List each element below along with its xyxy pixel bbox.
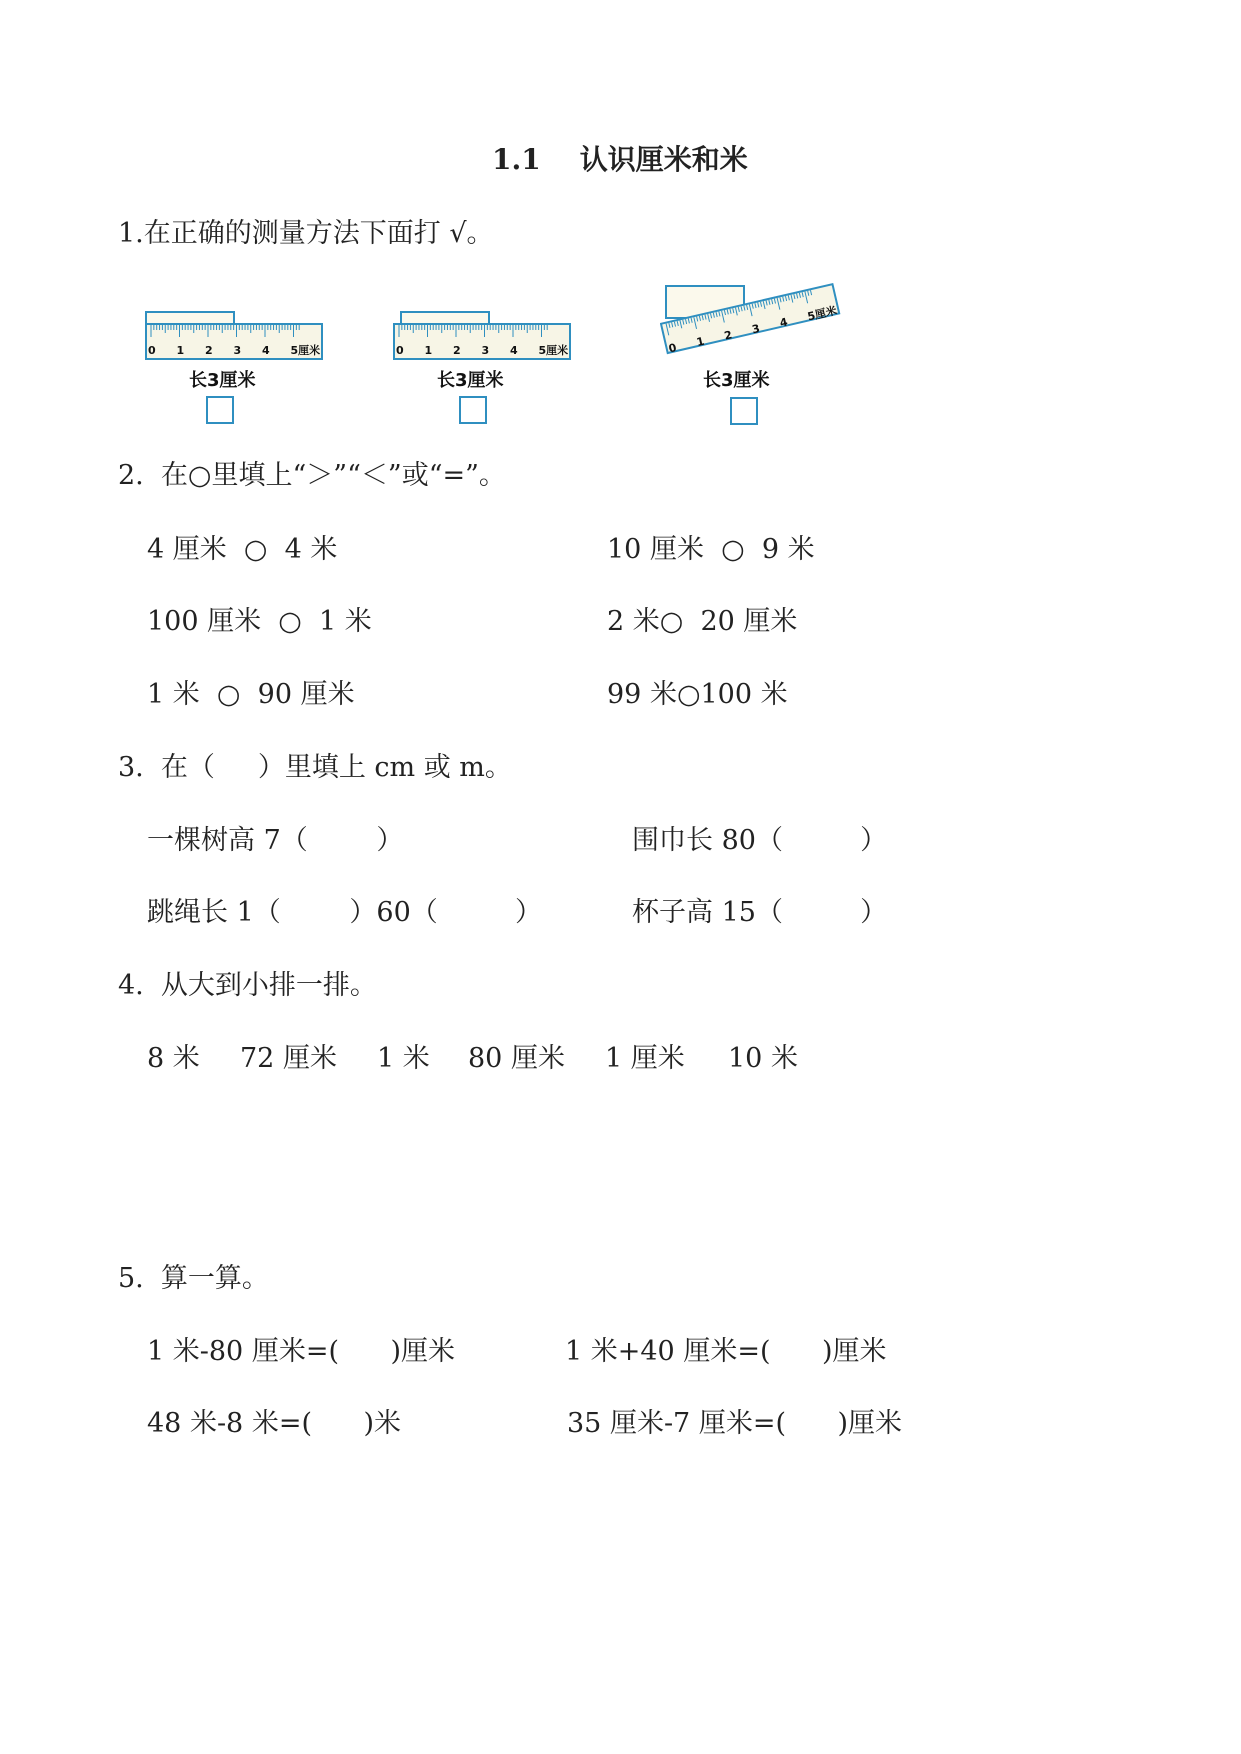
q2-item-4: 2 米○ 20 厘米: [607, 606, 798, 637]
ruler-figure-2: [393, 310, 573, 364]
q4-item-5: 1 厘米: [605, 1043, 685, 1074]
q2-item-5: 1 米 ○ 90 厘米: [147, 679, 355, 710]
ruler-figure-1: [145, 310, 325, 364]
ruler-tick-label: 2: [453, 344, 461, 357]
ruler-tick-label: 5厘米: [538, 344, 569, 357]
q3-item-2: 围巾长 80（ ）: [632, 825, 888, 856]
ruler-tick-label: 1: [695, 334, 706, 350]
ruler-tick-label: 0: [148, 344, 156, 357]
q4-item-2: 72 厘米: [240, 1043, 337, 1074]
q5-item-3: 48 米-8 米=( )米: [147, 1408, 402, 1439]
q3-item-1: 一棵树高 7（ ）: [147, 825, 404, 856]
ruler-tick-label: 0: [667, 341, 678, 356]
ruler-tick-label: 1: [424, 344, 433, 357]
q1-prompt: 1.在正确的测量方法下面打 √。: [118, 218, 494, 249]
q3-prompt: 3. 在（ ）里填上 cm 或 m。: [118, 752, 512, 783]
ruler-tick-label: 1: [176, 344, 185, 357]
q4-item-4: 80 厘米: [468, 1043, 565, 1074]
ruler-tick-label: 2: [722, 328, 734, 343]
q5-item-2: 1 米+40 厘米=( )厘米: [565, 1336, 887, 1367]
q4-item-6: 10 米: [728, 1043, 798, 1074]
ruler-tick-label: 4: [510, 344, 518, 357]
ruler-1-caption: 长3厘米: [189, 370, 256, 391]
q2-prompt: 2. 在○里填上“＞”“＜”或“=”。: [118, 460, 506, 491]
page-title: 1.1 认识厘米和米: [492, 143, 748, 176]
q4-prompt: 4. 从大到小排一排。: [118, 970, 377, 1001]
answer-box-3[interactable]: [730, 397, 758, 425]
ruler-tick-label: 4: [262, 344, 270, 357]
ruler-tick-label: 3: [233, 344, 242, 357]
q2-item-2: 10 厘米 ○ 9 米: [607, 534, 815, 565]
ruler-tick-label: 5厘米: [290, 344, 321, 357]
ruler-tick-label: 3: [750, 321, 762, 337]
q5-item-1: 1 米-80 厘米=( )厘米: [147, 1336, 456, 1367]
q5-prompt: 5. 算一算。: [118, 1263, 269, 1294]
answer-box-1[interactable]: [206, 396, 234, 424]
ruler-tick-label: 5厘米: [806, 304, 839, 324]
q4-item-3: 1 米: [377, 1043, 430, 1074]
ruler-figure-3: [660, 282, 850, 366]
ruler-tick-label: 0: [396, 344, 404, 357]
q5-item-4: 35 厘米-7 厘米=( )厘米: [567, 1408, 903, 1439]
ruler-tick-label: 3: [481, 344, 490, 357]
answer-box-2[interactable]: [459, 396, 487, 424]
ruler-2-caption: 长3厘米: [437, 370, 504, 391]
q2-item-3: 100 厘米 ○ 1 米: [147, 606, 372, 637]
q2-item-1: 4 厘米 ○ 4 米: [147, 534, 338, 565]
q2-item-6: 99 米○100 米: [607, 679, 788, 710]
ruler-tick-label: 4: [778, 315, 789, 330]
ruler-1-drawing: [145, 310, 325, 360]
q3-item-4: 杯子高 15（ ）: [632, 897, 888, 928]
ruler-3-drawing: [660, 282, 850, 362]
ruler-3-caption: 长3厘米: [703, 370, 770, 391]
q4-item-1: 8 米: [147, 1043, 200, 1074]
ruler-2-drawing: [393, 310, 573, 360]
ruler-tick-label: 2: [205, 344, 213, 357]
q3-item-3: 跳绳长 1（ ）60（ ）: [147, 897, 543, 928]
